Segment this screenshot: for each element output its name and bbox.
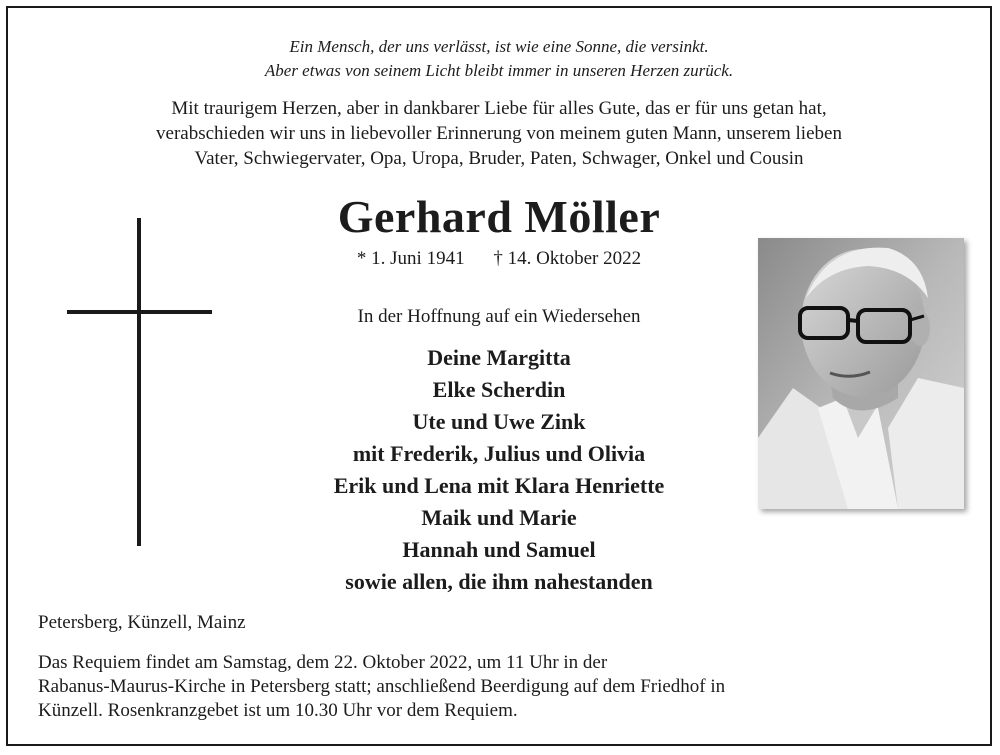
places: Petersberg, Künzell, Mainz [38,612,246,633]
family-member: Deine Margitta [427,345,571,370]
requiem-line-1: Das Requiem findet am Samstag, dem 22. Oktober 2022, um 11 Uhr in der [38,652,608,673]
deceased-name: Gerhard Möller [337,191,661,242]
birth-date: * 1. Juni 1941 [356,248,465,269]
quote-line-2: Aber etwas von seinem Licht bleibt immer in unseren Herzen zurück. [264,61,734,80]
family-member: sowie allen, die ihm nahestanden [345,569,653,594]
family-member: Elke Scherdin [432,377,566,402]
family-member: Ute und Uwe Zink [412,409,586,434]
family-list [8,342,990,598]
requiem-info [38,651,968,723]
requiem-line-2: Rabanus-Maurus-Kirche in Petersberg statt; anschließend Beerdigung auf dem Friedhof in [38,676,726,697]
intro-line-1: Mit traurigem Herzen, aber in dankbarer Liebe für alles Gute, das er für uns getan hat, [171,98,827,119]
requiem-line-3: Künzell. Rosenkranzgebet ist um 10.30 Uhr vor dem Requiem. [38,700,518,721]
family-member: Maik und Marie [421,505,577,530]
intro-line-3: Vater, Schwiegervater, Opa, Uropa, Bruder, Paten, Schwager, Onkel und Cousin [194,148,804,169]
family-member: Hannah und Samuel [402,537,596,562]
obituary-notice [6,6,992,746]
family-member: Erik und Lena mit Klara Henriette [333,473,665,498]
hope-line: In der Hoffnung auf ein Wiedersehen [357,306,641,327]
intro-line-2: verabschieden wir uns in liebevoller Erinnerung von meinem guten Mann, unserem lieben [156,123,842,144]
family-member: mit Frederik, Julius und Olivia [352,441,646,466]
death-date: † 14. Oktober 2022 [493,248,642,269]
quote-line-1: Ein Mensch, der uns verlässt, ist wie eine Sonne, die versinkt. [289,37,709,56]
